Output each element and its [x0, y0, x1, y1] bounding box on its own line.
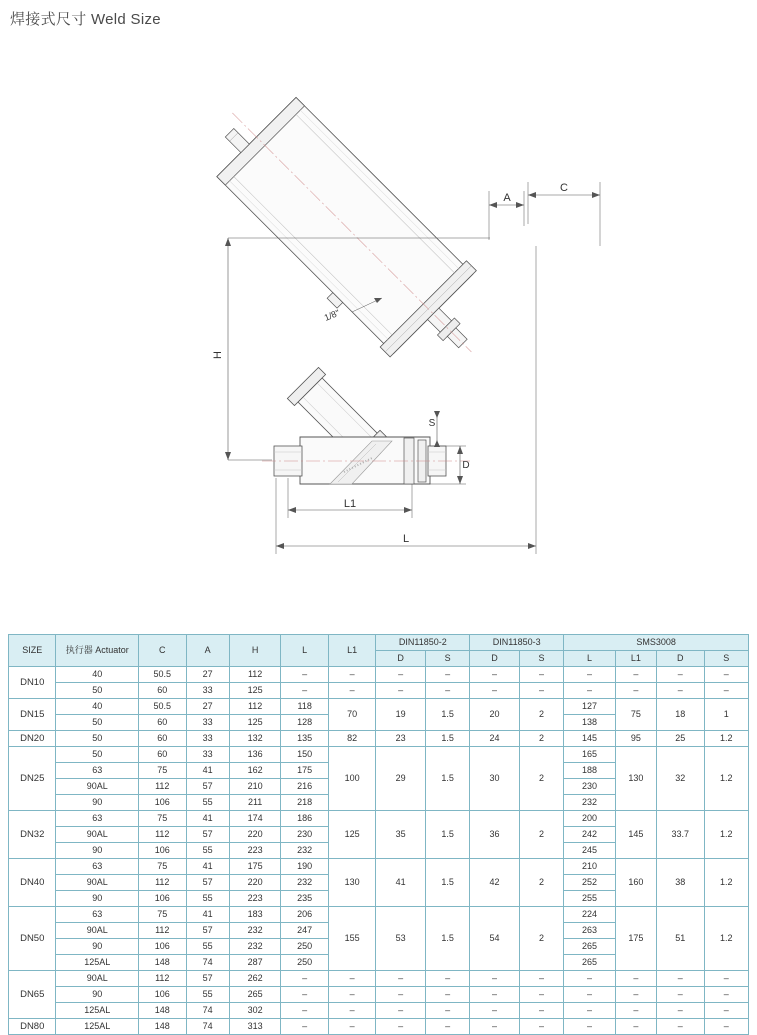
cell-c: 106	[139, 843, 186, 859]
cell-c: 112	[139, 875, 186, 891]
cell-actuator: 90	[56, 939, 139, 955]
cell-c: 148	[139, 1003, 186, 1019]
cell-din11850-2-s: –	[425, 683, 469, 699]
header-l1: L1	[328, 635, 375, 667]
cell-l: 230	[281, 827, 328, 843]
table-body	[9, 667, 749, 1035]
svg-text:C: C	[560, 182, 568, 194]
cell-l1: –	[328, 971, 375, 987]
cell-sms-l: 127	[564, 699, 616, 715]
cell-sms-s: 1.2	[704, 907, 748, 971]
header-a: A	[186, 635, 229, 667]
cell-l1: 155	[328, 907, 375, 971]
cell-size: DN65	[9, 971, 56, 1019]
cell-a: 74	[186, 1019, 229, 1035]
cell-din11850-2-s: 1.5	[425, 859, 469, 907]
cell-size: DN15	[9, 699, 56, 731]
table-row	[9, 987, 749, 1003]
cell-sms-s: –	[704, 1019, 748, 1035]
cell-l1: –	[328, 667, 375, 683]
cell-sms-d: –	[657, 1003, 704, 1019]
cell-din11850-3-d: 36	[470, 811, 520, 859]
cell-sms-l1: –	[615, 1019, 656, 1035]
cell-din11850-3-s: 2	[519, 859, 563, 907]
cell-size: DN40	[9, 859, 56, 907]
cell-c: 106	[139, 795, 186, 811]
cell-actuator: 90AL	[56, 971, 139, 987]
header-group-din11850-3: DIN11850-3	[470, 635, 564, 651]
cell-c: 112	[139, 827, 186, 843]
header-sms-s: S	[704, 651, 748, 667]
header-c: C	[139, 635, 186, 667]
cell-din11850-2-d: –	[376, 971, 426, 987]
cell-l1: –	[328, 1019, 375, 1035]
table-row	[9, 971, 749, 987]
cell-l: –	[281, 987, 328, 1003]
cell-actuator: 125AL	[56, 955, 139, 971]
cell-sms-l: 230	[564, 779, 616, 795]
header-group-din11850-2: DIN11850-2	[376, 635, 470, 651]
cell-din11850-3-s: 2	[519, 699, 563, 731]
cell-actuator: 50	[56, 683, 139, 699]
table-row	[9, 1003, 749, 1019]
cell-h: 262	[229, 971, 281, 987]
cell-a: 27	[186, 667, 229, 683]
cell-h: 220	[229, 875, 281, 891]
cell-sms-l1: 95	[615, 731, 656, 747]
svg-text:L1: L1	[343, 498, 357, 510]
cell-actuator: 90	[56, 987, 139, 1003]
cell-c: 106	[139, 891, 186, 907]
cell-sms-s: 1.2	[704, 811, 748, 859]
table-row	[9, 747, 749, 763]
cell-actuator: 90AL	[56, 779, 139, 795]
cell-sms-l: 145	[564, 731, 616, 747]
cell-din11850-3-s: 2	[519, 907, 563, 971]
cell-l: –	[281, 971, 328, 987]
cell-a: 41	[186, 859, 229, 875]
cell-din11850-2-d: 23	[376, 731, 426, 747]
cell-l: 175	[281, 763, 328, 779]
cell-din11850-2-d: –	[376, 683, 426, 699]
cell-a: 57	[186, 971, 229, 987]
cell-din11850-3-d: 20	[470, 699, 520, 731]
cell-c: 50.5	[139, 667, 186, 683]
cell-l: –	[281, 683, 328, 699]
cell-sms-l1: –	[615, 987, 656, 1003]
cell-h: 232	[229, 923, 281, 939]
weld-size-spec-table	[8, 634, 749, 1035]
header-h: H	[229, 635, 281, 667]
cell-din11850-3-s: 2	[519, 731, 563, 747]
cell-sms-l1: 175	[615, 907, 656, 971]
cell-l: 206	[281, 907, 328, 923]
cell-size: DN80	[9, 1019, 56, 1035]
cell-din11850-2-s: 1.5	[425, 811, 469, 859]
cell-l: 232	[281, 843, 328, 859]
cell-a: 74	[186, 1003, 229, 1019]
svg-text:L: L	[402, 533, 410, 545]
cell-din11850-3-d: 24	[470, 731, 520, 747]
cell-c: 112	[139, 923, 186, 939]
cell-c: 106	[139, 939, 186, 955]
cell-sms-l: 263	[564, 923, 616, 939]
cell-l: –	[281, 1003, 328, 1019]
cell-l: 186	[281, 811, 328, 827]
cell-sms-l: –	[564, 1019, 616, 1035]
cell-din11850-2-d: 35	[376, 811, 426, 859]
cell-l1: –	[328, 683, 375, 699]
cell-actuator: 40	[56, 699, 139, 715]
svg-text:1/8": 1/8"	[322, 307, 342, 323]
cell-l: 232	[281, 875, 328, 891]
cell-a: 55	[186, 843, 229, 859]
header-din3-d: D	[470, 651, 520, 667]
cell-c: 60	[139, 747, 186, 763]
cell-sms-l: –	[564, 971, 616, 987]
cell-l: –	[281, 1019, 328, 1035]
cell-sms-d: 25	[657, 731, 704, 747]
valve-technical-drawing	[0, 60, 757, 620]
cell-sms-l: 138	[564, 715, 616, 731]
cell-l: 135	[281, 731, 328, 747]
cell-sms-d: –	[657, 971, 704, 987]
cell-sms-d: 51	[657, 907, 704, 971]
cell-sms-l: –	[564, 667, 616, 683]
cell-sms-l: 252	[564, 875, 616, 891]
cell-h: 302	[229, 1003, 281, 1019]
cell-l: 216	[281, 779, 328, 795]
cell-h: 232	[229, 939, 281, 955]
cell-a: 57	[186, 827, 229, 843]
cell-sms-l: –	[564, 1003, 616, 1019]
cell-sms-l: 245	[564, 843, 616, 859]
cell-l: 118	[281, 699, 328, 715]
cell-a: 55	[186, 891, 229, 907]
cell-size: DN10	[9, 667, 56, 699]
cell-h: 174	[229, 811, 281, 827]
cell-sms-s: 1.2	[704, 859, 748, 907]
cell-sms-d: –	[657, 667, 704, 683]
cell-l1: 82	[328, 731, 375, 747]
cell-a: 57	[186, 779, 229, 795]
cell-din11850-2-s: –	[425, 1003, 469, 1019]
cell-h: 265	[229, 987, 281, 1003]
cell-actuator: 63	[56, 859, 139, 875]
cell-l: 150	[281, 747, 328, 763]
cell-sms-s: –	[704, 987, 748, 1003]
table-row	[9, 731, 749, 747]
cell-l: 235	[281, 891, 328, 907]
cell-actuator: 125AL	[56, 1019, 139, 1035]
cell-size: DN50	[9, 907, 56, 971]
cell-din11850-3-d: 42	[470, 859, 520, 907]
cell-h: 162	[229, 763, 281, 779]
cell-din11850-2-d: –	[376, 667, 426, 683]
cell-c: 75	[139, 907, 186, 923]
cell-size: DN25	[9, 747, 56, 811]
table-row	[9, 1019, 749, 1035]
cell-din11850-2-s: –	[425, 1019, 469, 1035]
cell-actuator: 125AL	[56, 1003, 139, 1019]
cell-din11850-3-d: –	[470, 1019, 520, 1035]
cell-sms-l1: 130	[615, 747, 656, 811]
cell-a: 27	[186, 699, 229, 715]
cell-h: 112	[229, 667, 281, 683]
cell-a: 55	[186, 795, 229, 811]
cell-a: 57	[186, 923, 229, 939]
page-title: 焊接式尺寸 Weld Size	[10, 11, 161, 28]
header-group-sms3008: SMS3008	[564, 635, 749, 651]
cell-din11850-3-d: –	[470, 971, 520, 987]
cell-actuator: 90AL	[56, 923, 139, 939]
header-sms-d: D	[657, 651, 704, 667]
cell-l1: 70	[328, 699, 375, 731]
cell-c: 60	[139, 683, 186, 699]
cell-a: 55	[186, 939, 229, 955]
cell-din11850-2-s: 1.5	[425, 907, 469, 971]
cell-l: 128	[281, 715, 328, 731]
cell-sms-d: 32	[657, 747, 704, 811]
cell-c: 106	[139, 987, 186, 1003]
cell-sms-l: 165	[564, 747, 616, 763]
cell-din11850-3-s: –	[519, 683, 563, 699]
cell-sms-d: –	[657, 987, 704, 1003]
cell-sms-l: 232	[564, 795, 616, 811]
cell-h: 220	[229, 827, 281, 843]
cell-din11850-3-d: 30	[470, 747, 520, 811]
cell-h: 112	[229, 699, 281, 715]
cell-sms-l: –	[564, 683, 616, 699]
cell-sms-l: 200	[564, 811, 616, 827]
cell-sms-l1: 75	[615, 699, 656, 731]
cell-c: 75	[139, 763, 186, 779]
cell-sms-d: –	[657, 683, 704, 699]
cell-a: 33	[186, 731, 229, 747]
cell-sms-l1: –	[615, 971, 656, 987]
cell-actuator: 40	[56, 667, 139, 683]
cell-a: 55	[186, 987, 229, 1003]
cell-sms-s: 1.2	[704, 731, 748, 747]
cell-h: 223	[229, 891, 281, 907]
cell-l: 250	[281, 955, 328, 971]
cell-din11850-3-s: –	[519, 1003, 563, 1019]
cell-l: 190	[281, 859, 328, 875]
cell-a: 41	[186, 811, 229, 827]
cell-din11850-3-d: –	[470, 1003, 520, 1019]
cell-c: 148	[139, 955, 186, 971]
header-actuator: 执行器 Actuator	[56, 635, 139, 667]
header-sms-l: L	[564, 651, 616, 667]
cell-h: 287	[229, 955, 281, 971]
cell-sms-l1: –	[615, 667, 656, 683]
header-l: L	[281, 635, 328, 667]
cell-c: 50.5	[139, 699, 186, 715]
cell-sms-l: 210	[564, 859, 616, 875]
header-din3-s: S	[519, 651, 563, 667]
table-header-row-groups	[9, 635, 749, 651]
cell-a: 33	[186, 715, 229, 731]
cell-a: 33	[186, 747, 229, 763]
cell-actuator: 90AL	[56, 827, 139, 843]
cell-a: 41	[186, 763, 229, 779]
cell-c: 148	[139, 1019, 186, 1035]
cell-c: 75	[139, 811, 186, 827]
cell-sms-l: 188	[564, 763, 616, 779]
cell-actuator: 50	[56, 747, 139, 763]
cell-size: DN32	[9, 811, 56, 859]
cell-din11850-2-s: –	[425, 987, 469, 1003]
cell-a: 74	[186, 955, 229, 971]
cell-sms-l: 255	[564, 891, 616, 907]
table-row	[9, 667, 749, 683]
table-row	[9, 683, 749, 699]
cell-h: 210	[229, 779, 281, 795]
cell-din11850-2-d: 19	[376, 699, 426, 731]
cell-a: 57	[186, 875, 229, 891]
cell-din11850-3-s: –	[519, 1019, 563, 1035]
cell-size: DN20	[9, 731, 56, 747]
cell-din11850-2-d: 29	[376, 747, 426, 811]
cell-l: 218	[281, 795, 328, 811]
cell-c: 60	[139, 715, 186, 731]
cell-din11850-2-d: –	[376, 1019, 426, 1035]
cell-din11850-2-s: –	[425, 971, 469, 987]
cell-actuator: 63	[56, 763, 139, 779]
cell-din11850-2-d: –	[376, 1003, 426, 1019]
table-row	[9, 811, 749, 827]
cell-h: 136	[229, 747, 281, 763]
cell-actuator: 90	[56, 891, 139, 907]
cell-h: 125	[229, 683, 281, 699]
cell-din11850-2-d: 53	[376, 907, 426, 971]
table-row	[9, 699, 749, 715]
cell-din11850-3-d: –	[470, 667, 520, 683]
cell-l1: 125	[328, 811, 375, 859]
cell-a: 41	[186, 907, 229, 923]
svg-text:H: H	[212, 351, 224, 359]
cell-h: 125	[229, 715, 281, 731]
svg-text:D: D	[462, 460, 470, 471]
cell-sms-d: 18	[657, 699, 704, 731]
cell-sms-s: 1.2	[704, 747, 748, 811]
cell-c: 60	[139, 731, 186, 747]
cell-sms-d: –	[657, 1019, 704, 1035]
weld-size-spec-table-container	[8, 634, 749, 1035]
cell-l: 247	[281, 923, 328, 939]
cell-sms-s: –	[704, 1003, 748, 1019]
cell-c: 75	[139, 859, 186, 875]
cell-sms-l1: –	[615, 683, 656, 699]
cell-a: 33	[186, 683, 229, 699]
cell-sms-s: –	[704, 683, 748, 699]
table-row	[9, 907, 749, 923]
svg-text:A: A	[503, 192, 511, 204]
svg-text:S: S	[428, 418, 436, 429]
cell-din11850-3-s: –	[519, 971, 563, 987]
cell-h: 183	[229, 907, 281, 923]
cell-din11850-2-s: 1.5	[425, 731, 469, 747]
cell-actuator: 63	[56, 811, 139, 827]
cell-h: 132	[229, 731, 281, 747]
cell-din11850-3-s: 2	[519, 811, 563, 859]
cell-c: 112	[139, 779, 186, 795]
header-sms-l1: L1	[615, 651, 656, 667]
cell-l1: –	[328, 1003, 375, 1019]
cell-din11850-3-s: –	[519, 667, 563, 683]
cell-c: 112	[139, 971, 186, 987]
cell-actuator: 63	[56, 907, 139, 923]
cell-din11850-3-d: –	[470, 683, 520, 699]
table-row	[9, 859, 749, 875]
cell-actuator: 90	[56, 795, 139, 811]
cell-sms-s: –	[704, 971, 748, 987]
cell-sms-s: 1	[704, 699, 748, 731]
cell-l1: 130	[328, 859, 375, 907]
cell-h: 211	[229, 795, 281, 811]
cell-sms-l: 265	[564, 955, 616, 971]
cell-din11850-2-s: 1.5	[425, 747, 469, 811]
cell-sms-l: 265	[564, 939, 616, 955]
cell-din11850-2-d: –	[376, 987, 426, 1003]
cell-din11850-3-s: –	[519, 987, 563, 1003]
cell-din11850-3-d: –	[470, 987, 520, 1003]
cell-l: –	[281, 667, 328, 683]
cell-sms-d: 38	[657, 859, 704, 907]
header-din2-s: S	[425, 651, 469, 667]
cell-din11850-2-s: 1.5	[425, 699, 469, 731]
cell-l1: –	[328, 987, 375, 1003]
cell-sms-l1: 160	[615, 859, 656, 907]
cell-l: 250	[281, 939, 328, 955]
cell-h: 313	[229, 1019, 281, 1035]
cell-actuator: 90	[56, 843, 139, 859]
cell-sms-l: 242	[564, 827, 616, 843]
cell-sms-l1: 145	[615, 811, 656, 859]
cell-l1: 100	[328, 747, 375, 811]
cell-din11850-3-s: 2	[519, 747, 563, 811]
cell-sms-l1: –	[615, 1003, 656, 1019]
header-size: SIZE	[9, 635, 56, 667]
cell-din11850-2-d: 41	[376, 859, 426, 907]
cell-actuator: 50	[56, 715, 139, 731]
cell-din11850-3-d: 54	[470, 907, 520, 971]
cell-h: 223	[229, 843, 281, 859]
header-din2-d: D	[376, 651, 426, 667]
cell-sms-l: 224	[564, 907, 616, 923]
cell-actuator: 50	[56, 731, 139, 747]
cell-h: 175	[229, 859, 281, 875]
cell-din11850-2-s: –	[425, 667, 469, 683]
cell-sms-l: –	[564, 987, 616, 1003]
cell-actuator: 90AL	[56, 875, 139, 891]
cell-sms-s: –	[704, 667, 748, 683]
cell-sms-d: 33.7	[657, 811, 704, 859]
